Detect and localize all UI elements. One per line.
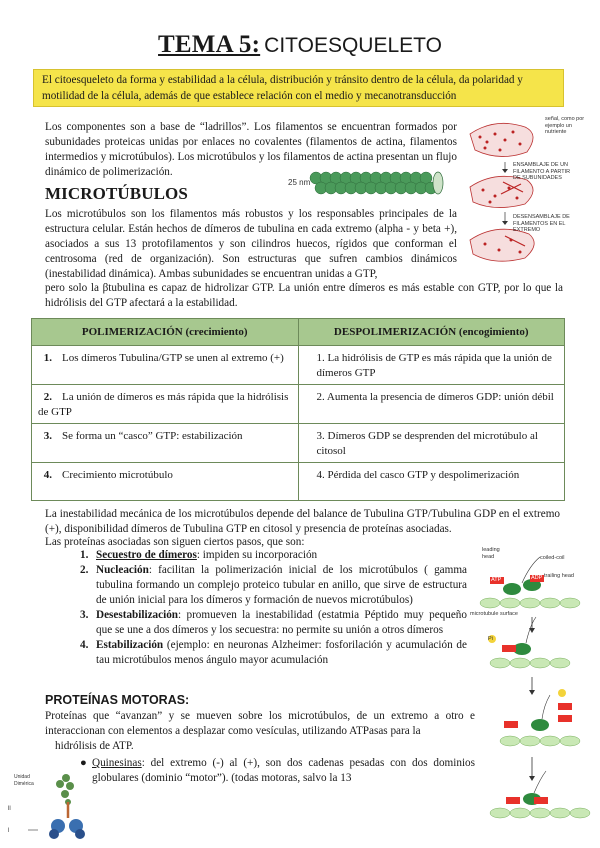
section-heading-microtubulos: MICROTÚBULOS bbox=[45, 184, 188, 203]
kinesin-structure-image bbox=[8, 770, 88, 842]
bullet-text: : del extremo (-) al (+), son dos cadenas pesadas con dos dominios globulares (dominio “motor”). (todas motoras, salvo la 13 bbox=[92, 757, 475, 784]
table-cell-left bbox=[32, 424, 299, 463]
actin-filament-image bbox=[288, 168, 458, 198]
table-row bbox=[32, 346, 565, 385]
motor-svg bbox=[470, 545, 595, 825]
label-microtubule-surface: microtubule surface bbox=[470, 611, 518, 617]
table-header-row bbox=[32, 319, 565, 346]
intro-box: El citoesqueleto da forma y estabilidad a la célula, distribución y tránsito dentro de la célula, da polaridad y motilidad de la célula, además de que establece relación con el medio y mecanotransducción bbox=[33, 69, 564, 107]
page-title bbox=[0, 30, 600, 61]
step-text: : promueven la inestabilidad (estatmia Péptido muy pequeño que se une a dos dímeros y los secuestra: no permite su unión a otros dímeros bbox=[96, 609, 467, 636]
kinesin-svg bbox=[8, 770, 88, 842]
cell-text: Los dímeros Tubulina/GTP se unen al extremo (+) bbox=[62, 352, 284, 364]
kinesin-label-1: Unidad Dimérica bbox=[14, 774, 34, 787]
paragraph-components: Los componentes son a base de “ladrillos”. Los filamentos se encuentran formados por subunidades proteicas unidas por enlaces no covalentes (filamentos de actina, filamentos intermedios y microtúbulos). Los microtúbulos y los filamentos de actina presentan un flujo dinámico de polimerización. bbox=[45, 121, 457, 178]
step-term: Nucleación bbox=[96, 564, 149, 576]
table-row bbox=[32, 385, 565, 424]
step-text: : facilitan la polimerización inicial de los microtúbulos ( gamma tubulina formando un complejo proteico tubular en anillo, que sirve de estructura de unión inicial para los dímeros y formación de nuevos microtúbulos) bbox=[96, 564, 467, 606]
list-item bbox=[80, 548, 467, 563]
label-coiled-coil: coiled-coil bbox=[540, 555, 565, 561]
row-number: 1. bbox=[43, 352, 52, 364]
bullet-term: Quinesinas bbox=[92, 757, 142, 769]
step-number: 1. bbox=[80, 549, 89, 561]
bullet-quinesinas bbox=[80, 756, 475, 786]
label-adp: ADP bbox=[531, 575, 543, 581]
header-despolimerizacion: DESPOLIMERIZACIÓN (encogimiento) bbox=[298, 319, 565, 346]
kinesin-mechanism-diagram bbox=[470, 545, 595, 825]
cell-note-signal: señal, como por ejemplo un nutriente bbox=[545, 116, 585, 135]
paragraph-gtp: pero solo la βtubulina es capaz de hidrolizar GTP. La unión entre dímeros es más estable con GTP, por lo que la hidrólisis del GTP afectará a la estabilidad. bbox=[45, 282, 563, 309]
step-number: 2. bbox=[80, 564, 89, 576]
table-cell-right: 2. Aumenta la presencia de dímeros GDP: unión débil bbox=[298, 385, 565, 424]
list-item bbox=[80, 638, 467, 668]
step-number: 3. bbox=[80, 609, 89, 621]
cell-note-assembly: ENSAMBLAJE DE UN FILAMENTO A PARTIR DE SUBUNIDADES bbox=[513, 162, 571, 181]
cells-svg bbox=[465, 112, 590, 272]
list-item bbox=[80, 563, 467, 608]
table-cell-left bbox=[32, 463, 299, 501]
paragraph-microtubulos: Los microtúbulos son los filamentos más robustos y los responsables principales de la estructura celular. Están hechos de dímeros de tubulina en cada extremo (alpha - y beta +), asociados a sus 13 protofilamentos y son cilindros huecos, rígidos que conforman el centrosoma (red de organización). Son estructuras que sufren cambios dinámicos (inestabilidad dinámica). Ambas subunidades se encuentran unidas a GTP, bbox=[45, 208, 457, 280]
row-number: 2. bbox=[43, 391, 52, 403]
table-row bbox=[32, 424, 565, 463]
table-row bbox=[32, 463, 565, 501]
title-sub: CITOESQUELETO bbox=[264, 34, 442, 57]
kinesin-label-3: l bbox=[8, 828, 10, 834]
step-term: Estabilización bbox=[96, 639, 164, 651]
paragraph-motoras-cont: hidrólisis de ATP. bbox=[55, 740, 134, 752]
paragraph-motoras: Proteínas que “avanzan” y se mueven sobre los microtúbulos, de un extremo a otro e interaccionan con elementos a desplazar como vesículas, utilizando ATPasas para la bbox=[45, 710, 475, 737]
paragraph-inestabilidad: La inestabilidad mecánica de los microtúbulos depende del balance de Tubulina GTP/Tubulina GDP en el extremo (+), disponibilidad dímeros de Tubulina GTP en citosol y presencia de proteínas asociadas. bbox=[45, 508, 560, 535]
step-text: (ejemplo: en neuronas Alzheimer: fosforilación y acumulación de tau microtúbulos menos ángulo mayor acumulación bbox=[96, 639, 467, 666]
label-pi: Pi bbox=[488, 636, 493, 642]
kinesin-label-2: ll bbox=[8, 806, 11, 812]
cell-text: Crecimiento microtúbulo bbox=[62, 469, 173, 481]
table-cell-right: 4. Pérdida del casco GTP y despolimerización bbox=[298, 463, 565, 501]
label-leading-head: leading head bbox=[482, 547, 500, 560]
row-number: 3. bbox=[43, 430, 52, 442]
table-cell-left bbox=[32, 385, 299, 424]
cell-text: Se forma un “casco” GTP: estabilización bbox=[62, 430, 243, 442]
label-trailing-head: trailing head bbox=[544, 573, 574, 579]
cell-polymerization-diagram bbox=[465, 112, 590, 272]
paragraph-proteinas-asociadas: Las proteínas asociadas son siguen ciertos pasos, que son: bbox=[45, 536, 305, 548]
step-term: Desestabilización bbox=[96, 609, 179, 621]
table-cell-right: 3. Dímeros GDP se desprenden del microtúbulo al citosol bbox=[298, 424, 565, 463]
steps-list bbox=[80, 548, 467, 668]
title-main: TEMA 5: bbox=[158, 31, 261, 58]
cell-note-disassembly: DESENSAMBLAJE DE FILAMENTOS EN EL EXTREMO bbox=[513, 214, 570, 233]
polymerization-table bbox=[31, 318, 565, 501]
row-number: 4. bbox=[43, 469, 52, 481]
cell-text: La unión de dímeros es más rápida que la hidrólisis de GTP bbox=[38, 391, 289, 418]
step-term: Secuestro de dímeros bbox=[96, 549, 197, 561]
step-text: : impiden su incorporación bbox=[196, 549, 318, 561]
step-number: 4. bbox=[80, 639, 89, 651]
section-heading-proteinas-motoras: PROTEÍNAS MOTORAS: bbox=[45, 693, 190, 707]
list-item bbox=[80, 608, 467, 638]
table-cell-right: 1. La hidrólisis de GTP es más rápida que la unión de dímeros GTP bbox=[298, 346, 565, 385]
table-cell-left bbox=[32, 346, 299, 385]
bullet-dot-icon: ● bbox=[80, 757, 87, 769]
label-atp: ATP bbox=[491, 577, 502, 583]
header-polimerizacion: POLIMERIZACIÓN (crecimiento) bbox=[32, 319, 299, 346]
filament-size-label: 25 nm bbox=[288, 178, 311, 187]
